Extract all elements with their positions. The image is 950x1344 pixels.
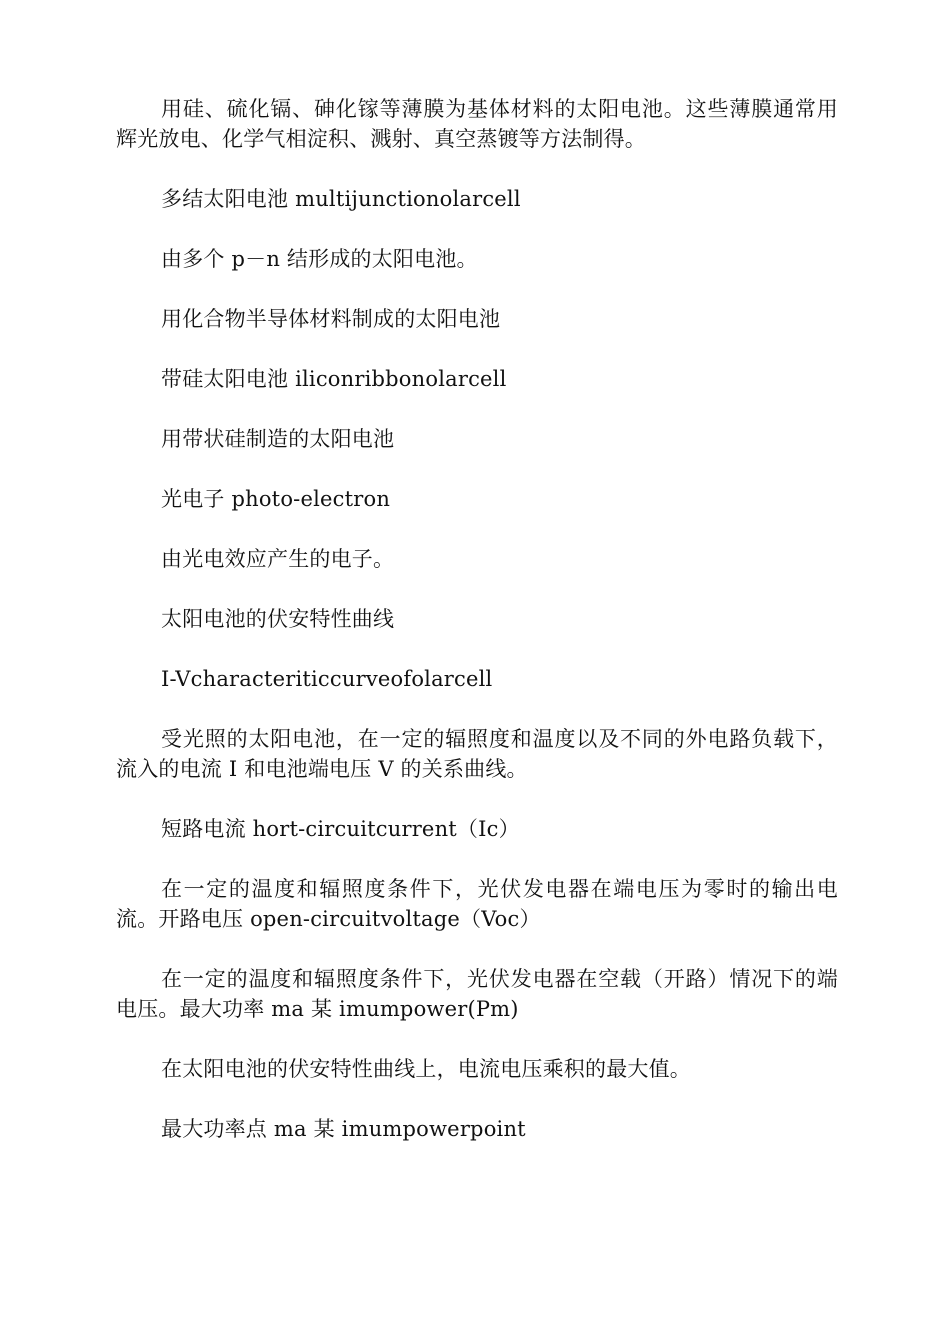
paragraph-short-circuit-term: 短路电流 hort-circuitcurrent（Ic） bbox=[161, 817, 520, 841]
paragraph-iv-curve-def: 受光照的太阳电池，在一定的辐照度和温度以及不同的外电路负载下，流入的电流 I 和电池端电压 V 的关系曲线。 bbox=[116, 727, 838, 781]
paragraph-iv-curve-english: I-Vcharacteriticcurveofolarcell bbox=[161, 667, 493, 691]
paragraph-photoelectron-term: 光电子 photo-electron bbox=[161, 487, 391, 511]
paragraph-multijunction-term: 多结太阳电池 multijunctionolarcell bbox=[161, 187, 521, 211]
paragraph-thin-film-cell: 用硅、硫化镉、砷化镓等薄膜为基体材料的太阳电池。这些薄膜通常用辉光放电、化学气相淀积、溅射、真空蒸镀等方法制得。 bbox=[116, 97, 838, 151]
paragraph-multijunction-def: 由多个 p－n 结形成的太阳电池。 bbox=[161, 247, 478, 271]
paragraph-compound-cell: 用化合物半导体材料制成的太阳电池 bbox=[161, 307, 501, 331]
paragraph-max-power-def: 在太阳电池的伏安特性曲线上，电流电压乘积的最大值。 bbox=[161, 1057, 691, 1081]
paragraph-photoelectron-def: 由光电效应产生的电子。 bbox=[161, 547, 395, 571]
paragraph-ribbon-term: 带硅太阳电池 iliconribbonolarcell bbox=[161, 367, 507, 391]
paragraph-iv-curve-term: 太阳电池的伏安特性曲线 bbox=[161, 607, 395, 631]
paragraph-open-circuit-def: 在一定的温度和辐照度条件下，光伏发电器在空载（开路）情况下的端电压。最大功率 ma 某 imumpower(Pm) bbox=[116, 967, 838, 1021]
document-body bbox=[116, 94, 838, 1174]
paragraph-short-circuit-def: 在一定的温度和辐照度条件下，光伏发电器在端电压为零时的输出电流。开路电压 open-circuitvoltage（Voc） bbox=[116, 877, 838, 931]
paragraph-max-power-point-term: 最大功率点 ma 某 imumpowerpoint bbox=[161, 1117, 526, 1141]
paragraph-ribbon-def: 用带状硅制造的太阳电池 bbox=[161, 427, 395, 451]
